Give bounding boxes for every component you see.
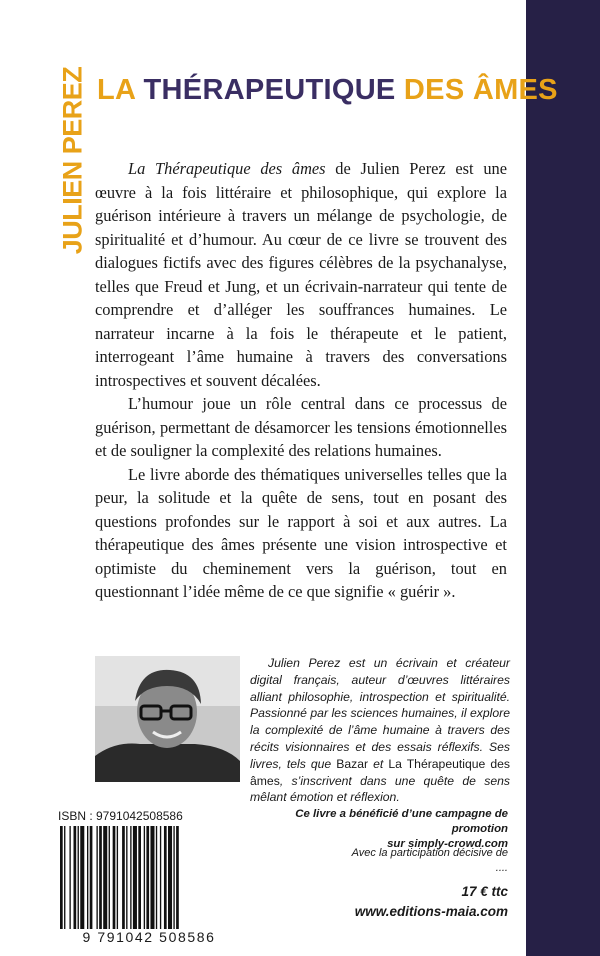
barcode xyxy=(58,826,240,936)
barcode-bar xyxy=(96,826,97,936)
barcode-bar xyxy=(130,826,131,936)
isbn-label: ISBN : 9791042508586 xyxy=(58,809,183,823)
barcode-bar xyxy=(69,826,70,936)
title-part-3: DES ÂMES xyxy=(395,74,558,106)
barcode-bar xyxy=(144,826,145,936)
barcode-bar xyxy=(78,826,79,936)
barcode-bar xyxy=(168,826,172,936)
bio-book-1: Bazar xyxy=(336,756,369,771)
author-portrait-icon xyxy=(95,656,240,782)
barcode-bar xyxy=(80,826,84,936)
participation-text: Avec la participation décisive de .... xyxy=(351,847,508,874)
barcode-bar xyxy=(138,826,141,936)
barcode-bar xyxy=(60,826,63,936)
author-bio: Julien Perez est un écrivain et créateur digital français, auteur d’œuvres littéraires alliant philosophie, introspection et spiritualité. Passionné par les sciences humaines, il explore la complexité de l’âme humaine à travers des récits visionnaires et des essais réflexifs. Ses livres, tels que Bazar et La Thérapeutique des âmes, s’inscrivent dans une quête de sens mêlant émotion et réflexion. xyxy=(250,656,511,805)
barcode-bar xyxy=(164,826,167,936)
barcode-bar xyxy=(64,826,65,936)
price: 17 € ttc xyxy=(461,884,508,899)
barcode-bar xyxy=(150,826,154,936)
spine-band xyxy=(526,0,600,956)
synopsis-text xyxy=(95,157,507,604)
author-photo xyxy=(95,656,240,782)
barcode-bar xyxy=(74,826,77,936)
barcode-bar xyxy=(126,826,127,936)
author-name-vertical: JULIEN PEREZ xyxy=(57,66,88,254)
synopsis-paragraph-1: La Thérapeutique des âmes de Julien Perez est une œuvre à la fois littéraire et philosophique, qui explore la guérison intérieure à travers un mélange de psychologie, de spiritualité et d’humour. Au cœur de ce livre se trouvent des dialogues fictifs avec des figures célèbres de la psychanalyse, telles que Freud et Jung, et un écrivain-narrateur qui tente de comprendre et d’alléger les souffrances humaines. Le narrateur incarne à la fois le thérapeute et le patient, interrogeant l’âme humaine à travers des conversations introspectives et souvent décalées. xyxy=(95,159,507,390)
barcode-bar xyxy=(133,826,137,936)
synopsis-paragraph-2: L’humour joue un rôle central dans ce processus de guérison, permettant de désamorcer les tensions émotionnelles et de souligner la complexité des relations humaines. xyxy=(95,394,507,460)
barcode-bar xyxy=(113,826,116,936)
barcode-bar xyxy=(122,826,125,936)
title-part-2: THÉRAPEUTIQUE xyxy=(143,74,396,106)
barcode-bar xyxy=(146,826,149,936)
barcode-bar xyxy=(109,826,110,936)
barcode-digits: 9 791042 508586 xyxy=(58,929,240,945)
barcode-bar xyxy=(87,826,88,936)
barcode-bar xyxy=(99,826,102,936)
promo-text: Ce livre a bénéficié d’une campagne de promotion sur simply-crowd.com xyxy=(295,808,508,850)
barcode-bar xyxy=(90,826,93,936)
barcode-bar xyxy=(103,826,107,936)
book-title xyxy=(97,74,558,107)
title-part-1: LA xyxy=(97,74,144,106)
bio-book-2: La Thérapeutique des âmes xyxy=(250,756,511,788)
synopsis-book-title: La Thérapeutique des âmes xyxy=(128,159,326,178)
barcode-bar xyxy=(176,826,179,936)
barcode-bar xyxy=(173,826,174,936)
publisher-website: www.editions-maia.com xyxy=(354,904,508,919)
barcode-bar xyxy=(156,826,157,936)
synopsis-paragraph-3: Le livre aborde des thématiques universelles telles que la peur, la solitude et la quête de sens, tout en posant des questions profondes sur le rapport à soi et aux autres. La thérapeutique des âmes présente une vision introspective et optimiste du cheminement vers la guérison, tout en questionnant l’idée même de ce que signifie « guérir ». xyxy=(95,464,507,601)
barcode-bar xyxy=(117,826,118,936)
barcode-bar xyxy=(160,826,161,936)
